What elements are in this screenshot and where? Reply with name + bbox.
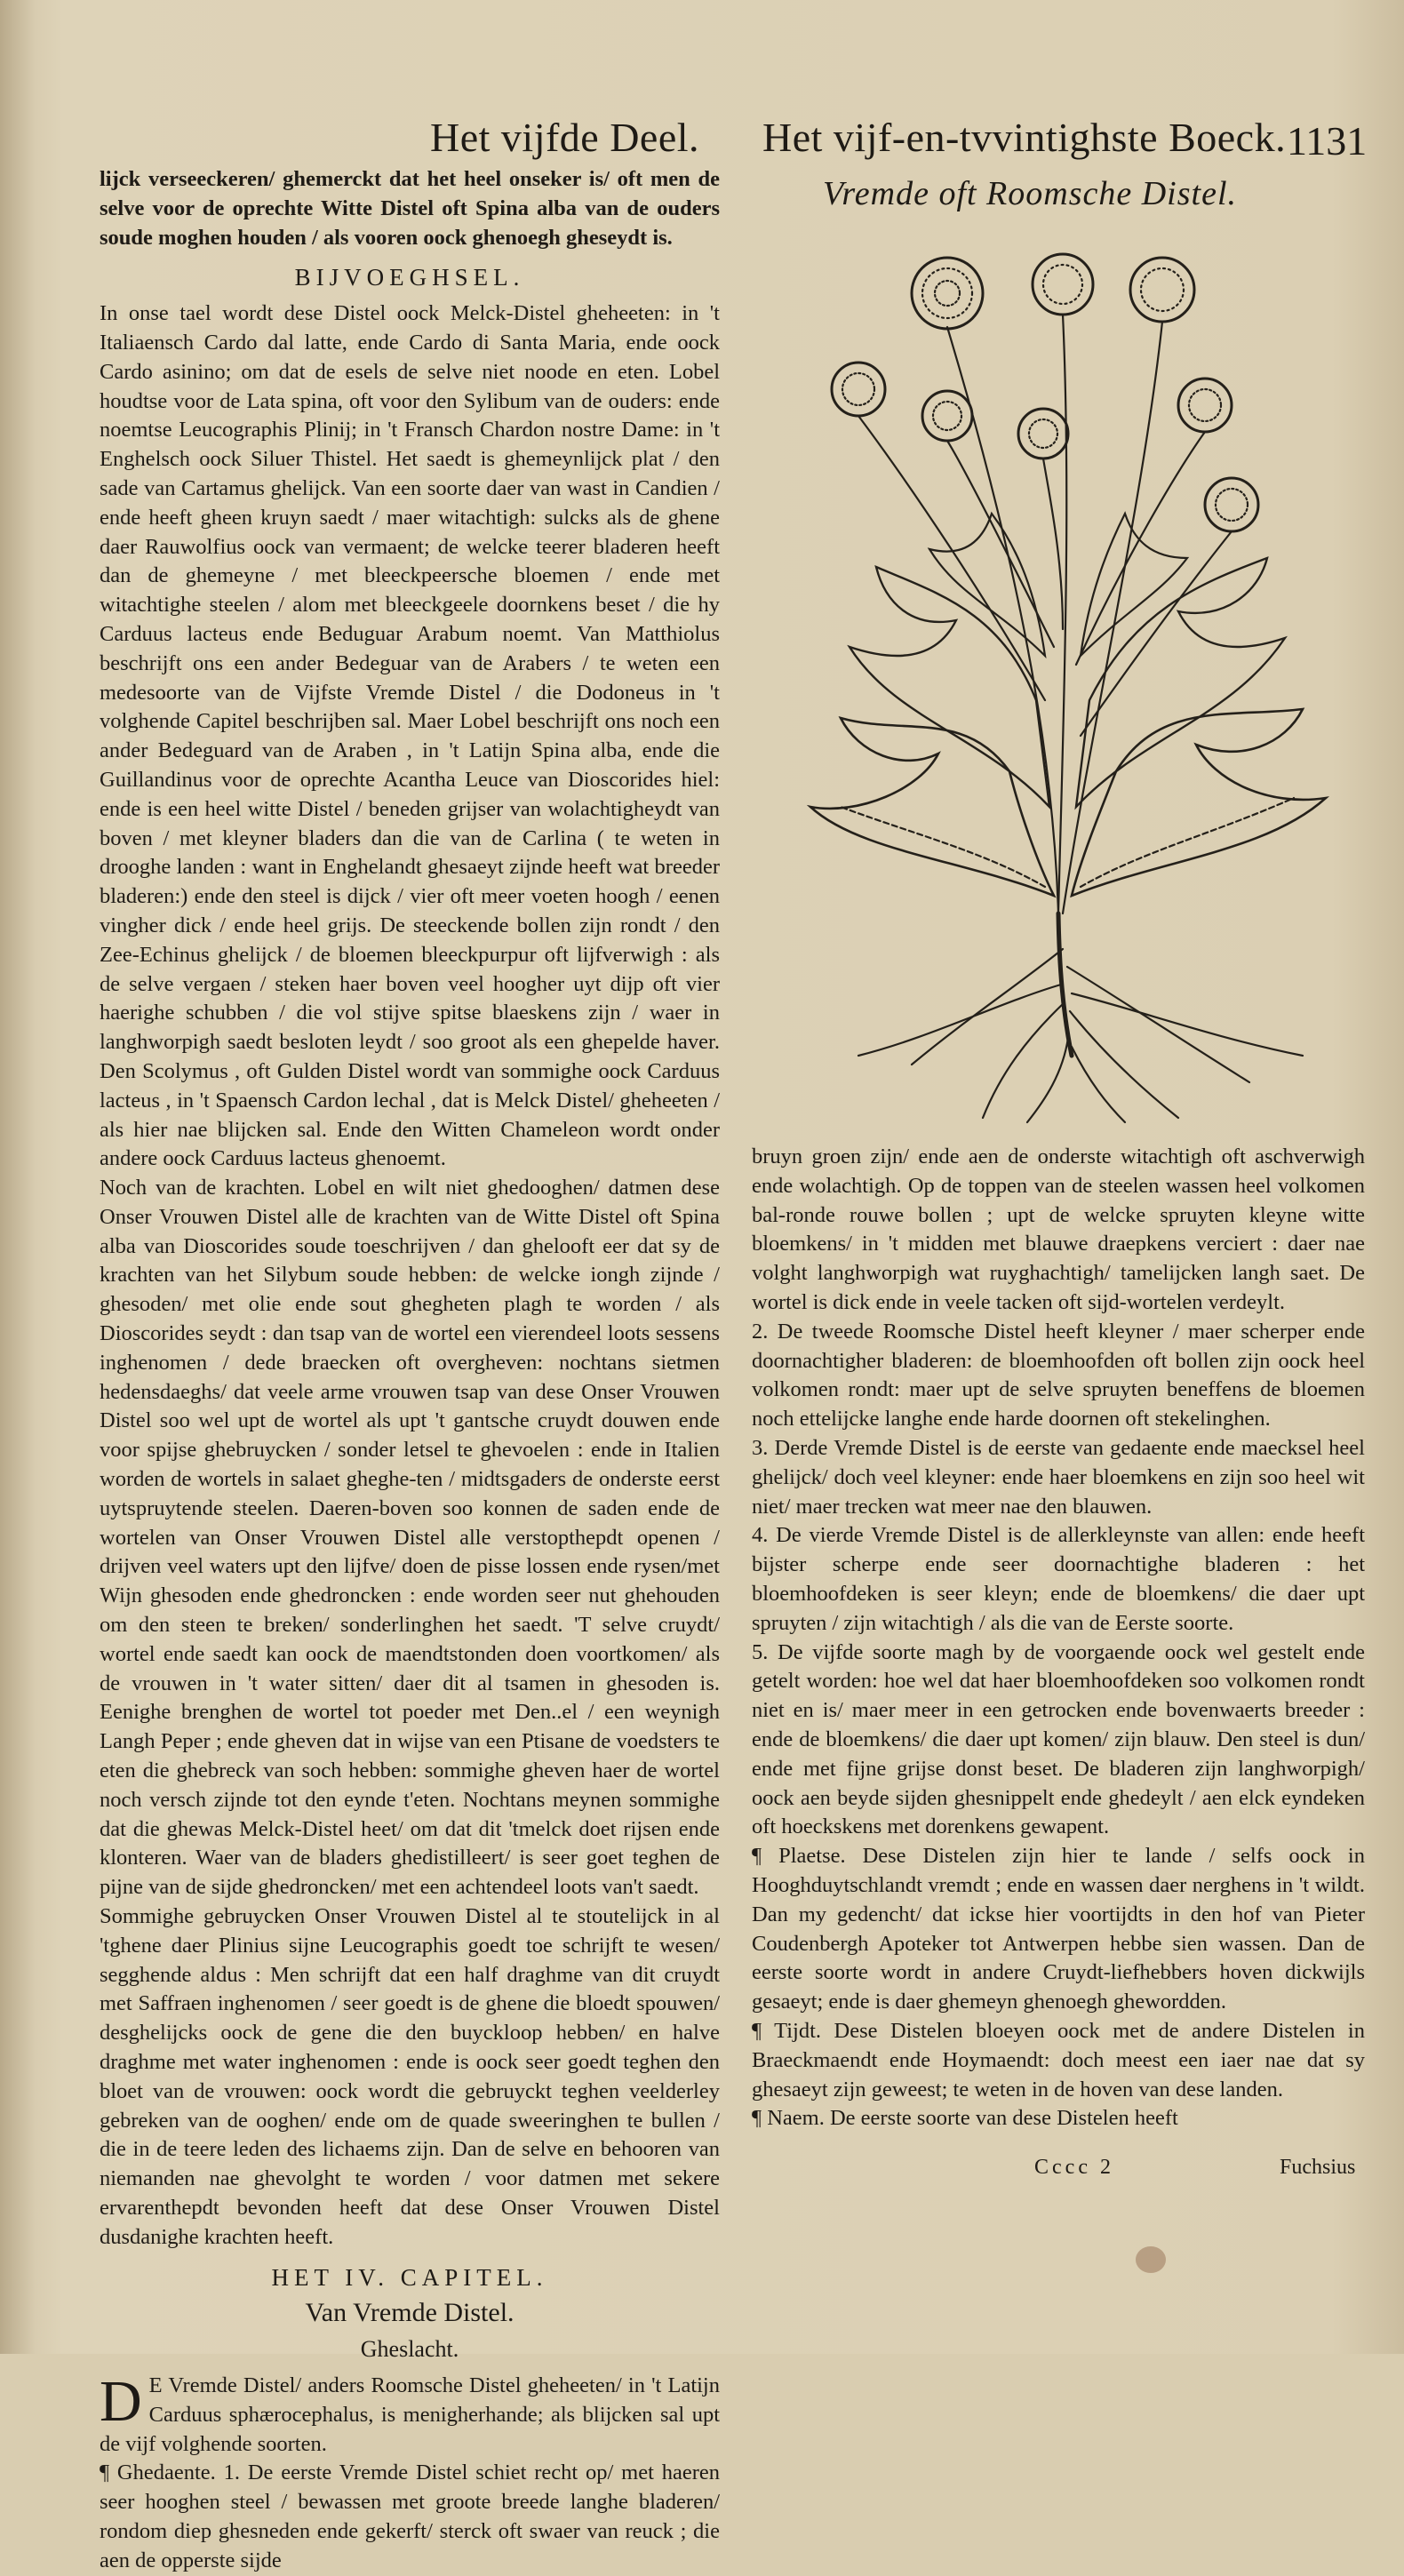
bijvoeghsel-heading: BIJVOEGHSEL. <box>294 264 525 291</box>
running-head-right: Het vijf-en-tvvintighste Boeck. <box>762 115 1287 160</box>
flower-head <box>832 363 885 416</box>
flower-head <box>1178 379 1232 432</box>
right-paragraph-6: ¶ Plaetse. Dese Distelen zijn hier te lande / selfs oock in Hooghduytschlandt vremdt ; ende en wassen daer nerghens in 't wildt. Dan my gedencht/ dat ickse hier voortijdts in den hof van Pieter Coudenbergh Apoteker tot Antwerpen hebbe sien wassen. Dan de eerste soorte wordt in andere Cruydt-liefhebbers hoven dickwijls gesaeyt; ende is daer ghemeyn ghenoegh ghewordden. <box>752 1844 1365 2014</box>
chapter-paragraph-1 <box>100 2368 720 2459</box>
right-paragraph-3: 3. Derde Vremde Distel is de eerste van gedaente ende maecksel heel ghelijck/ doch veel kleyner: ende haer bloemkens en zijn soo heel wit niet/ maer trecken wat meer nae den blauwen. <box>752 1435 1365 1519</box>
flower-head <box>1205 478 1258 531</box>
page-number: 1131 <box>1287 118 1368 163</box>
thistle-woodcut-illustration <box>805 238 1329 1125</box>
bijvoeghsel-paragraph-1: In onse tael wordt dese Distel oock Melck-Distel gheheeten: in 't Italiaensch Cardo dal latte, ende Cardo di Santa Maria, ende oock Cardo asinino; om dat de esels de selve niet noode en eten. Lobel houdtse voor de Lata spina, oft voor den Sylibum van de ouders: ende noemtse Leucographis Plinij; in 't Fransch Chardon nostre Dame: in 't Enghelsch oock Siluer Thistel. Het saedt is ghemeynlijck plat / den sade van Cartamus ghelijck. Van een soorte daer van wast in Candien / ende heeft gheen kruyn saedt / maer witachtigh: sulcks als de ghene daer Rauwolfius oock van vermaent; de welcke teerer bladeren heeft dan de ghemeyne / met bleeckpeersche bloemen / ende met witachtighe steelen / alom met bleeckgeele doornkens beset / die hy Carduus lacteus ende Beduguar Arabum noemt. Van Matthiolus beschrijft ons een ander Bedeguar van de Arabers / te weten een medesoorte van de Vijfste Vremde Distel / die Dodoneus in 't volghende Capitel beschrijben sal. Maer Lobel beschrijft ons noch een ander Bedeguard van de Araben , in 't Latijn Spina alba, ende die Guillandinus voor de oprechte Acantha Leuce van Dioscorides hiel: ende is een heel witte Distel / beneden grijser van wolachtigheydt van boven / met kleyner bladers dan die van de Carlina ( te weten in drooghe landen : want in Enghelandt ghesaeyt zijnde heeft wat breeder bladeren:) ende den steel is dijck / vier oft meer voeten hoogh / eenen vingher dick / ende heel grijs. De steeckende bollen zijn rondt / den Zee-Echinus ghelijck / de bloemen bleeckpurpur oft lijfverwigh : als de selve vergaen / steken haer boven veel hoogher uyt dijp oft vier haerighe schubben / die vol stijve spitse blaeskens zijn / waer in langhworpigh saedt besloten leydt / soo groot als een ghepelde haver. Den Scolymus , oft Gulden Distel wordt van sommighe oock Carduus lacteus , in 't Spaensch Cardon lechal , dat is Melck Distel/ gheheeten / als hier nae blijcken sal. Ende den Witten Chameleon wordt onder andere oock Carduus lacteus ghenoemt. <box>100 301 720 1171</box>
flower-head <box>922 391 972 441</box>
intro-paragraph: lijck verseeckeren/ ghemerckt dat het heel onseker is/ oft men de selve voor de oprechte Witte Distel oft Spina alba van de ouders soude moghen houden / als vooren oock ghenoegh gheseydt is. <box>100 167 720 250</box>
catchword: Fuchsius <box>1280 2156 1356 2179</box>
flower-head <box>1130 258 1194 322</box>
bijvoeghsel-paragraph-3: Sommighe gebruycken Onser Vrouwen Distel al te stoutelijck in al 'tghene daer Plinius sijne Leucographis goedt toe schrijft te wesen/ segghende aldus : Men schrijft dat een half draghme van dit cruydt met Saffraen inghenomen / seer goedt is de ghene die bloedt spouwen/ desghelijcks oock de gene die den buyckloop hebben/ en halve draghme met water inghenomen : ende is oock seer goedt teghen den bloet van de vrouwen: oock wordt die gebruyckt teghen veelderley gebreken van de ooghen/ ende om de quade sweeringhen te bullen / die in de teere leden des lichaems zijn. Dan de selve en behooren van niemanden nae ghevolght te worden / voor datmen met sekere ervarenthepdt bevonden heeft dat dese Onser Vrouwen Distel dusdanighe krachten heeft. <box>100 1904 720 2249</box>
section-label-gheslacht: Gheslacht. <box>360 2336 459 2363</box>
right-paragraph-1: bruyn groen zijn/ ende aen de onderste witachtigh oft aschverwigh ende wolachtigh. Op de toppen van de steelen wassen heel volkomen bal-ronde rouwe bollen ; upt de welcke spruyten kleyne witte bloemkens/ in 't midden met blauwe draepkens verciert : daer nae volght langhworpigh wat ruyghachtigh/ tamelijcken langh saet. De wortel is dick ende in veele tacken oft sijd-wortelen verdeylt. <box>752 1144 1365 1314</box>
paper-stain <box>1136 2246 1166 2273</box>
flower-head <box>912 258 983 329</box>
flower-head <box>1033 254 1093 315</box>
right-paragraph-8: ¶ Naem. De eerste soorte van dese Distelen heeft <box>752 2106 1178 2131</box>
bijvoeghsel-paragraph-2: Noch van de krachten. Lobel en wilt niet ghedooghen/ datmen dese Onser Vrouwen Distel alle de krachten van de Witte Distel oft Spina alba van Dioscorides soude toeschrijven / dan ghelooft eer dat sy de krachten van het Silybum soude hebben: de welcke iongh zijnde / ghesoden/ met olie ende sout ghegheten plagh te worden / als Dioscorides seydt : dan tsap van de wortel een vierendeel loots sessens inghenomen / dede braecken oft overgheven: nochtans sietmen hedensdaeghs/ dat veele arme vrouwen tsap van dese Onser Vrouwen Distel soo wel upt de wortel als upt 't gantsche cruydt douwen ende voor spijse ghebruycken / sonder letsel te ghevoelen : ende in Italien worden de wortels in salaet gheghe-ten / midtsgaders de onderste eerst uytspruytende steelen. Daeren-boven soo konnen de saden ende de wortelen van Onser Vrouwen Distel alle verstopthepdt openen / drijven veel waters upt den lijfve/ doen de pisse lossen ende rysen/met Wijn ghesoden ende ghedroncken : ende worden seer nut ghehouden om den steen te breken/ sonderlinghen het saedt. 'T selve cruydt/ wortel ende saedt kan oock de maendtstonden doen voortkomen/ als de vrouwen in 't water sitten/ daer dit al tsamen in ghesoden is. Eenighe brenghen de wortel tot poeder met Den..el / een weynigh Langh Peper ; ende gheven dat in wijse van een Ptisane de voedsters te eten die ghebreck van soch hebben: sommighe gheven haer de wortel noch versch zijnde tot den eynde t'eten. Nochtans meynen sommighe dat die ghewas Melck-Distel heet/ om dat dit 'tmelck doet rijsen ende klonteren. Waer van de bladers ghedistilleert/ is seer goet teghen de pijne van de sijde ghedroncken/ met een achtendeel loots van't saedt. <box>100 1176 720 1900</box>
right-paragraph-7: ¶ Tijdt. Dese Distelen bloeyen oock met de andere Distelen in Braeckmaendt ende Hoymaendt: doch meest een iaer nae dat sy ghesaeyt zijn geweest; te weten in de hoven van dese landen. <box>752 2018 1365 2101</box>
plate-title: Vremde oft Roomsche Distel. <box>823 175 1238 212</box>
right-paragraph-4: 4. De vierde Vremde Distel is de allerkleynste van allen: ende heeft bijster scherpe ende seer doornachtighe bladeren : het bloemhoofdeken is seer kleyn; ende de bloemkens/ die daer upt spruyten / zijn witachtigh / als die van de Eerste soorte. <box>752 1523 1365 1635</box>
left-column <box>100 165 720 2576</box>
drop-cap: D <box>100 2368 142 2434</box>
chapter-paragraph-2: ¶ Ghedaente. 1. De eerste Vremde Distel schiet recht op/ met haeren seer hooghen steel / bewassen met groote breede langhe bladeren/ rondom diep ghesneden ende gekerft/ sterck oft swaer van reuck ; die aen de opperste sijde <box>100 2460 720 2572</box>
signature-mark: Cccc 2 <box>1034 2156 1114 2179</box>
right-paragraph-2: 2. De tweede Roomsche Distel heeft kleyner / maer scherper ende doornachtigher bladeren: de bloemhoofden oft bollen zijn oock heel volkomen rondt: maer upt de selve spruyten beneffens de bloemen noch ettelijcke langhe ende harde doornen oft stekelinghen. <box>752 1319 1365 1432</box>
chapter-paragraph-1-text: E Vremde Distel/ anders Roomsche Distel gheheeten/ in 't Latijn Carduus sphærocephalus, is menigherhande; als blijcken sal upt de vijf volghende soorten. <box>100 2373 720 2456</box>
flower-head <box>1018 409 1068 459</box>
running-head-left: Het vijfde Deel. <box>430 115 700 160</box>
right-column <box>752 1143 1365 2133</box>
chapter-heading: HET IV. CAPITEL. <box>271 2263 548 2291</box>
chapter-title: Van Vremde Distel. <box>305 2298 515 2328</box>
right-paragraph-5: 5. De vijfde soorte magh by de voorgaende oock wel gestelt ende getelt worden: hoe wel dat haer bloemhoofdeken soo volkomen rondt niet en is/ maer meer in een getrocken ende bovenwaerts breeder : ende de bloemkens/ die daer upt komen/ zijn blauw. Den steel is dun/ ende met fijne grijse donst beset. De bladeren zijn langhworpigh/ oock aen beyde sijden ghesnippelt ende ghedeylt / aen elck eyndeken oft hoeckskens met dorenkens gewapent. <box>752 1639 1365 1839</box>
